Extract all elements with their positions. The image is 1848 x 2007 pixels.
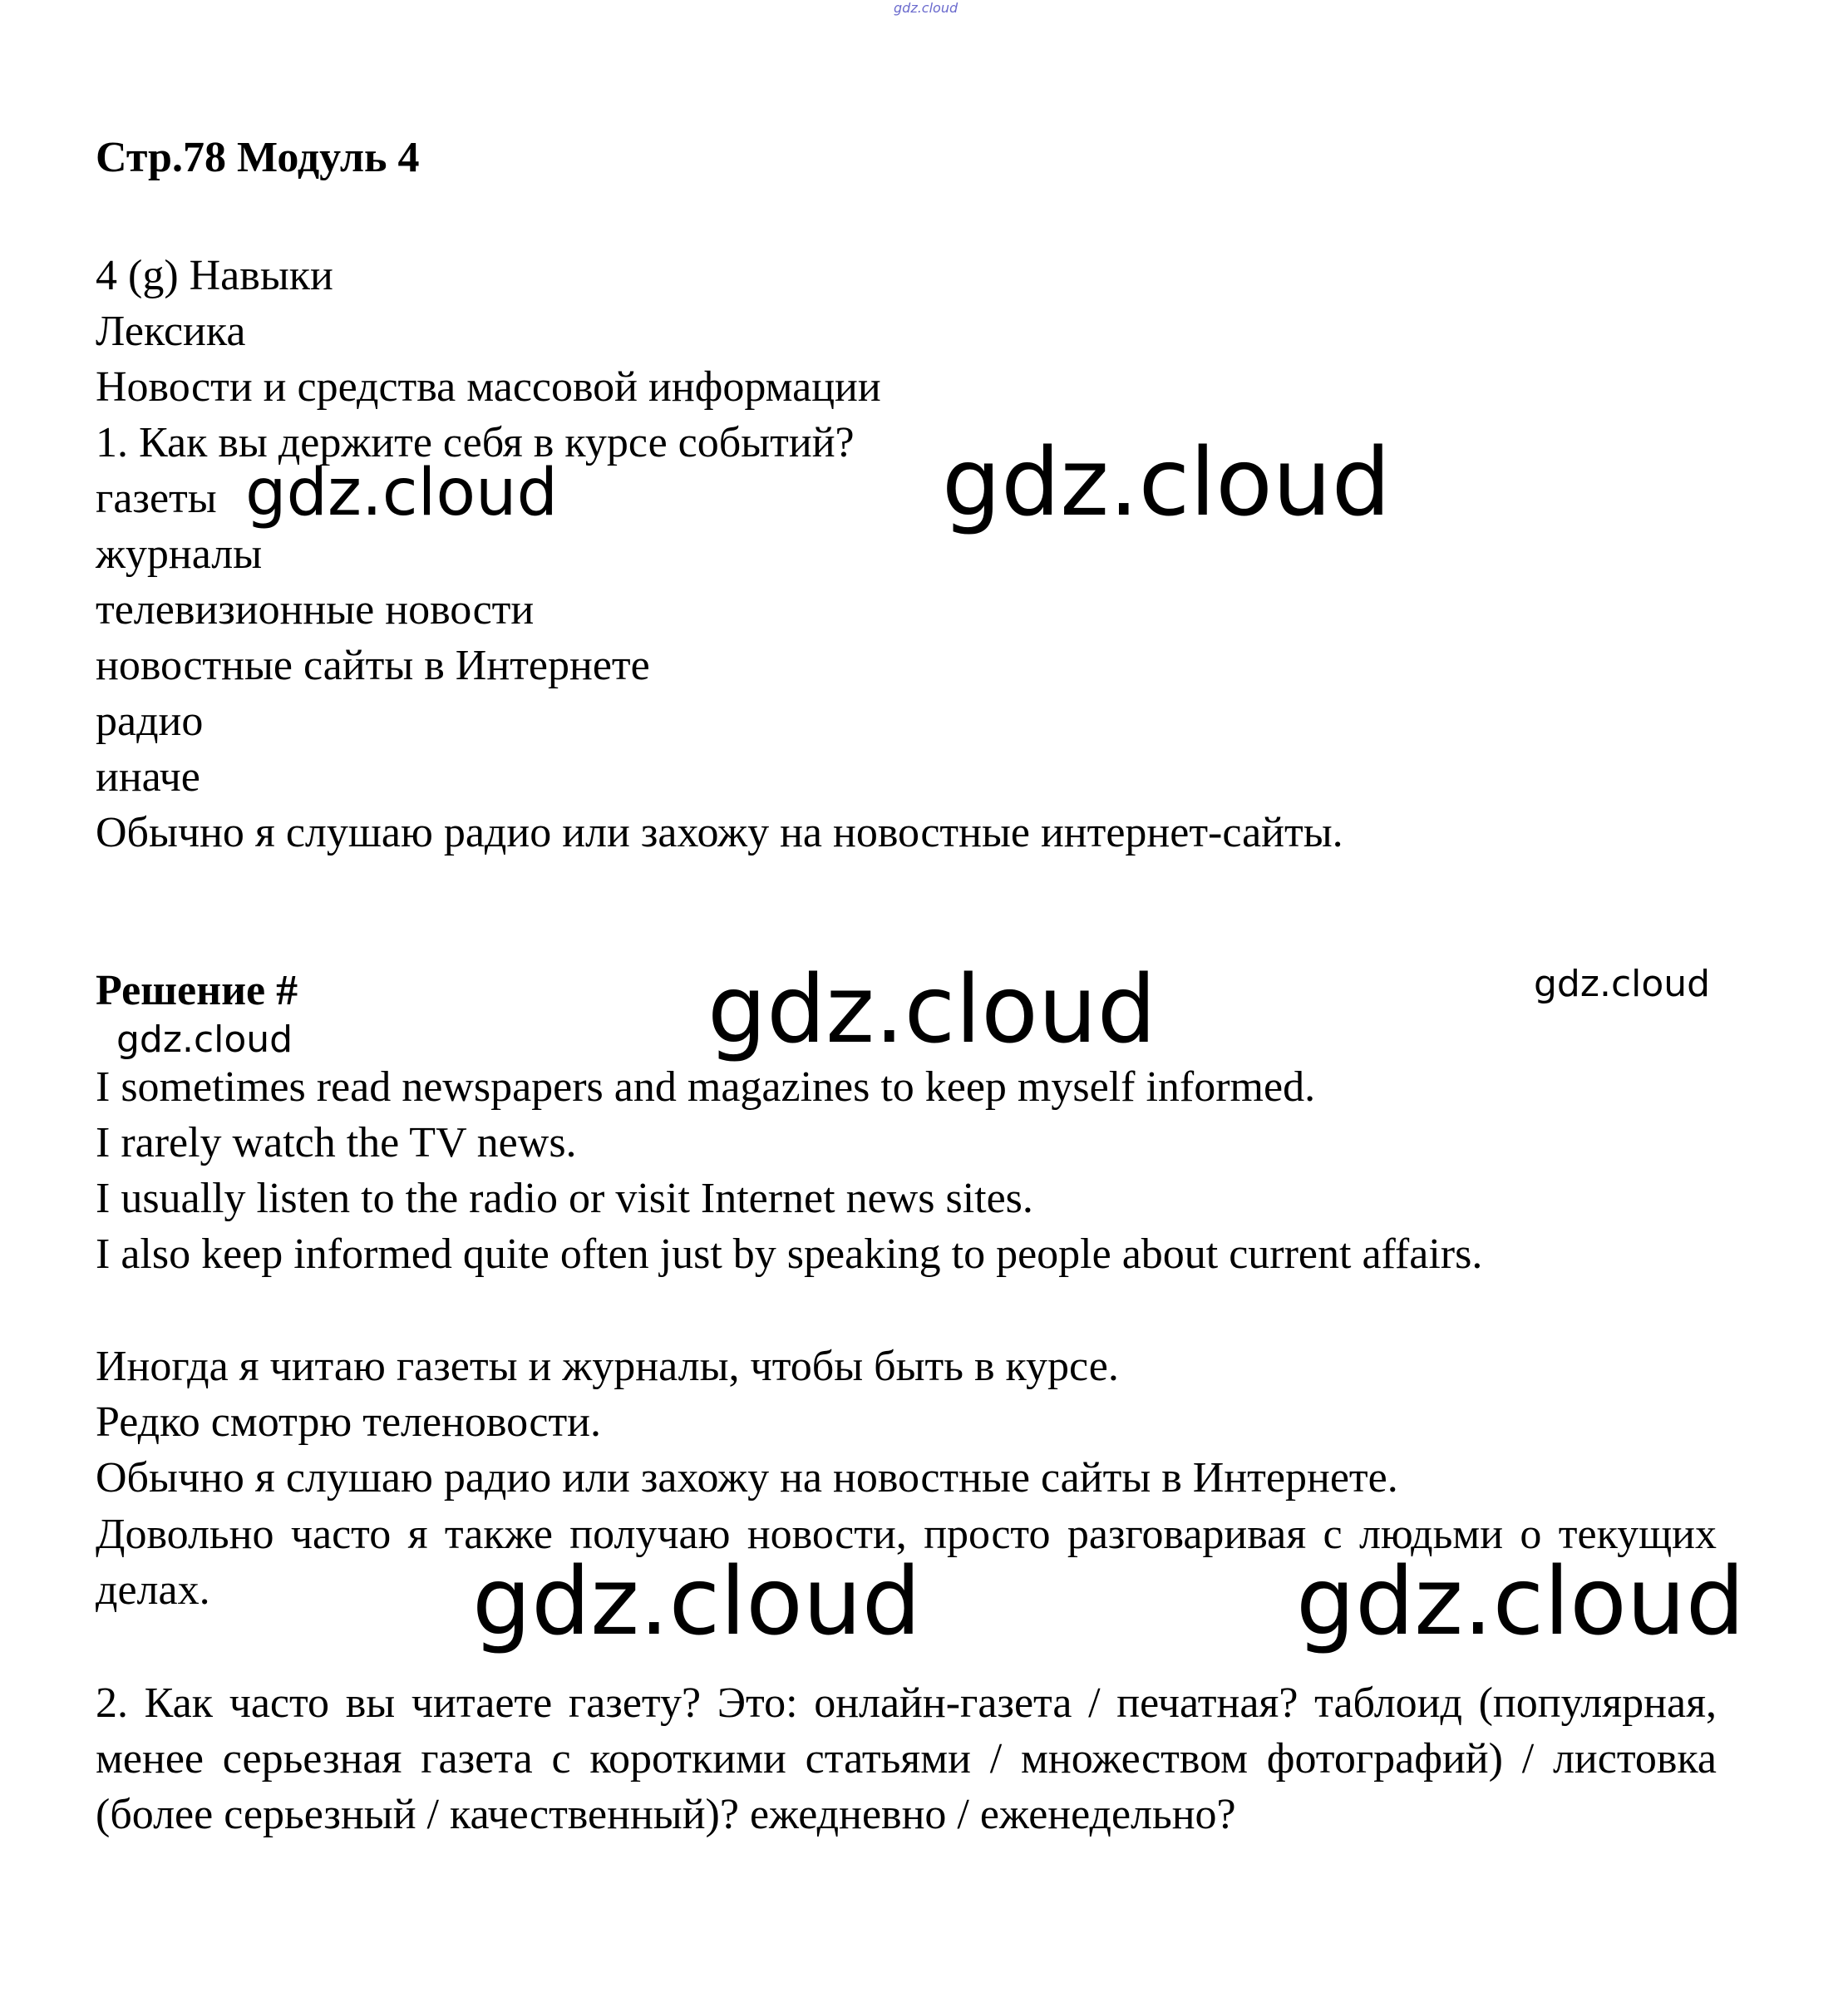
english-line-4: I also keep informed quite often just by speaking to people about current affairs. — [96, 1230, 1483, 1278]
english-line-1: I sometimes read newspapers and magazines to keep myself informed. — [96, 1063, 1316, 1111]
solution-heading: Решение # — [96, 967, 298, 1014]
topic-label: Новости и средства массовой информации — [96, 363, 881, 411]
english-line-2: I rarely watch the TV news. — [96, 1119, 577, 1166]
russian-line-4: Довольно часто я также получаю новости, просто разговаривая с людьми о текущих делах. — [96, 1511, 1717, 1614]
russian-line-3: Обычно я слушаю радио или захожу на новостные сайты в Интернете. — [96, 1454, 1398, 1502]
section-label: 4 (g) Навыки — [96, 252, 333, 299]
russian-line-2: Редко смотрю теленовости. — [96, 1398, 602, 1446]
page-title: Стр.78 Модуль 4 — [96, 134, 420, 181]
option-newspapers: газеты — [96, 475, 217, 522]
option-radio: радио — [96, 698, 204, 745]
subsection-label: Лексика — [96, 308, 246, 355]
option-tv-news: телевизионные новости — [96, 586, 535, 634]
watermark-gdz-3: gdz.cloud — [707, 956, 1156, 1064]
example-answer: Обычно я слушаю радио или захожу на новостные интернет-сайты. — [96, 809, 1343, 856]
watermark-top: gdz.cloud — [894, 0, 958, 16]
watermark-gdz-5: gdz.cloud — [116, 1018, 293, 1061]
russian-line-1: Иногда я читаю газеты и журналы, чтобы быть в курсе. — [96, 1343, 1119, 1390]
question-2: 2. Как часто вы читаете газету? Это: онлайн-газета / печатная? таблоид (популярная, менее серьезная газета с короткими статьями / множеством фотографий) / листовка (более серьезный / качественный)? ежедневно / еженедельно? — [96, 1679, 1717, 1838]
watermark-gdz-1: gdz.cloud — [245, 456, 558, 530]
watermark-gdz-4: gdz.cloud — [1534, 963, 1711, 1005]
watermark-gdz-6: gdz.cloud — [472, 1548, 921, 1656]
option-other: иначе — [96, 753, 200, 801]
english-line-3: I usually listen to the radio or visit Internet news sites. — [96, 1175, 1033, 1222]
watermark-gdz-2: gdz.cloud — [942, 429, 1391, 537]
watermark-gdz-7: gdz.cloud — [1296, 1548, 1745, 1656]
option-news-sites: новостные сайты в Интернете — [96, 642, 650, 689]
option-magazines: журналы — [96, 530, 263, 578]
question-1: 1. Как вы держите себя в курсе событий? — [96, 419, 855, 466]
